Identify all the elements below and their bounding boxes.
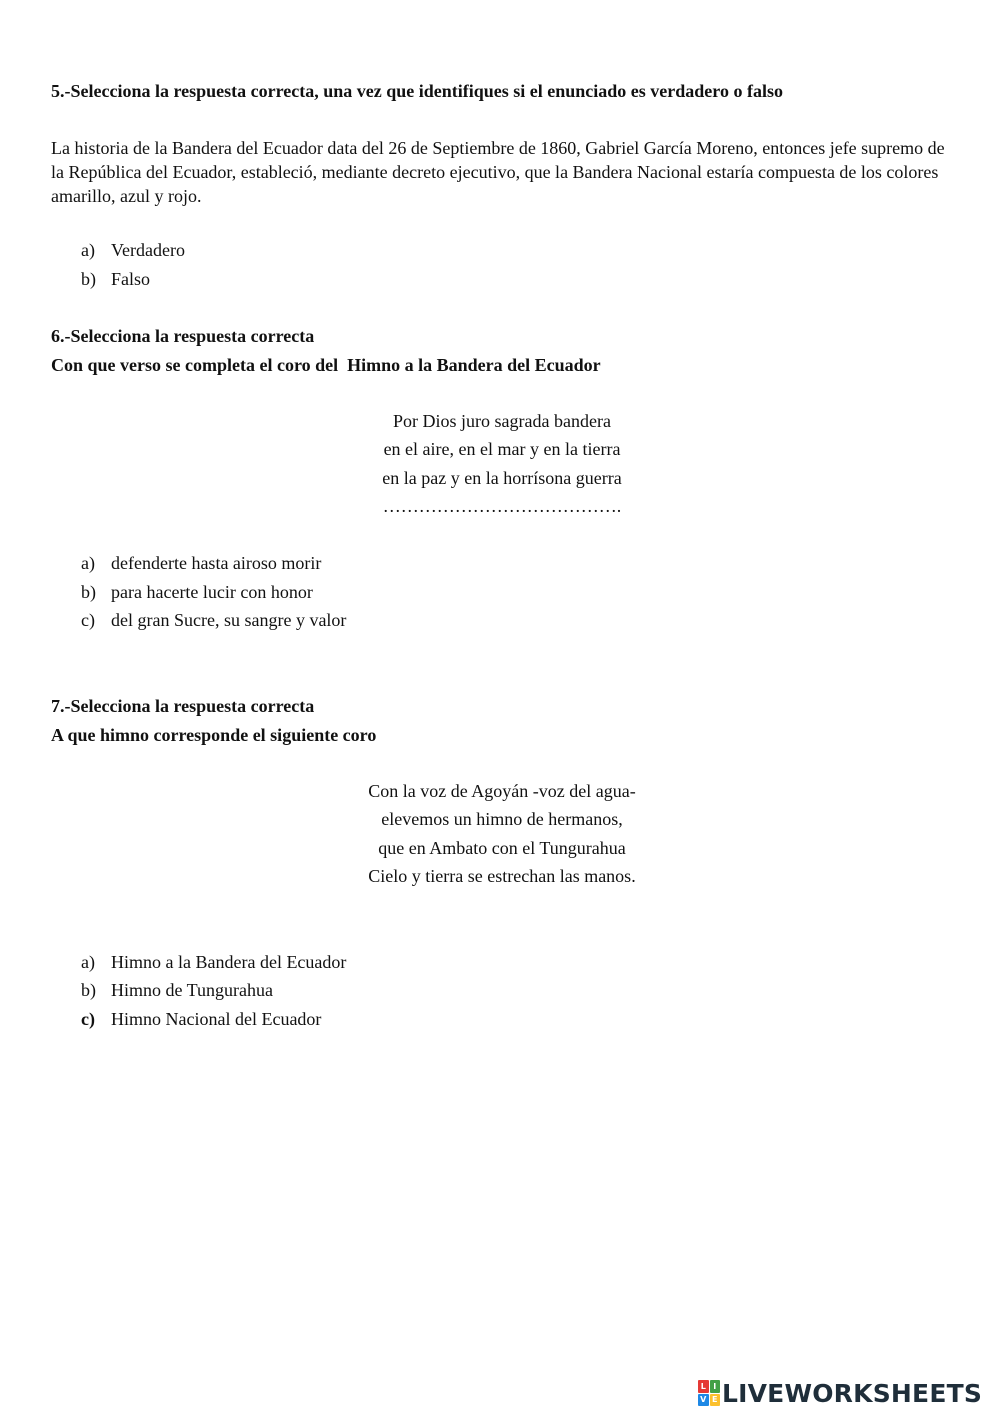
logo-icon-cell: I (710, 1380, 721, 1393)
liveworksheets-brand: LIVEWORKSHEETS (722, 1378, 983, 1408)
option-text: Falso (111, 269, 151, 289)
option-text: del gran Sucre, su sangre y valor (111, 610, 347, 630)
q6-option-a[interactable] (81, 551, 321, 575)
option-letter: a) (81, 240, 95, 260)
logo-icon-cell: L (698, 1380, 709, 1393)
option-text: para hacerte lucir con honor (111, 582, 313, 602)
q7-verse-line: Con la voz de Agoyán -voz del agua- (368, 781, 636, 801)
q5-option-a[interactable] (81, 238, 185, 262)
q7-option-a[interactable] (81, 950, 346, 974)
option-text: Himno a la Bandera del Ecuador (111, 952, 347, 972)
question-6-title: 6.-Selecciona la respuesta correcta (51, 326, 315, 346)
q7-option-b[interactable] (81, 978, 273, 1002)
q6-option-c[interactable] (81, 608, 346, 632)
q6-verse-line: en la paz y en la horrísona guerra (382, 468, 622, 488)
q6-verse-line: Por Dios juro sagrada bandera (393, 411, 611, 431)
liveworksheets-logo (698, 1376, 982, 1410)
option-text: Himno Nacional del Ecuador (111, 1009, 322, 1029)
q6-blank-line: …………………………………. (382, 496, 622, 516)
option-text: Verdadero (111, 240, 185, 260)
option-letter: a) (81, 952, 95, 972)
question-7-subtitle: A que himno corresponde el siguiente coro (51, 725, 377, 745)
option-text: defenderte hasta airoso morir (111, 553, 322, 573)
q6-verse-line: en el aire, en el mar y en la tierra (383, 439, 621, 459)
q7-verse-line: que en Ambato con el Tungurahua (378, 838, 626, 858)
option-letter: b) (81, 269, 96, 289)
logo-icon-cell: V (698, 1394, 709, 1407)
logo-icon-cell: E (710, 1394, 721, 1407)
option-letter: b) (81, 582, 96, 602)
option-text: Himno de Tungurahua (111, 980, 273, 1000)
option-letter: c) (81, 1009, 95, 1029)
question-5-paragraph: La historia de la Bandera del Ecuador data del 26 de Septiembre de 1860, Gabriel García Moreno, entonces jefe supremo de la República del Ecuador, estableció, mediante decreto ejecutivo, que la Bandera Nacional estaría compuesta de los colores amarillo, azul y rojo. (51, 138, 945, 206)
q6-option-b[interactable] (81, 580, 313, 604)
option-letter: a) (81, 553, 95, 573)
option-letter: c) (81, 610, 95, 630)
option-letter: b) (81, 980, 96, 1000)
liveworksheets-logo-icon (698, 1380, 720, 1406)
question-7-title: 7.-Selecciona la respuesta correcta (51, 696, 315, 716)
q7-option-c[interactable] (81, 1007, 321, 1031)
q5-option-b[interactable] (81, 267, 150, 291)
question-5-title: 5.-Selecciona la respuesta correcta, una vez que identifiques si el enunciado es verdadero o falso (51, 81, 783, 101)
question-6-subtitle: Con que verso se completa el coro del Himno a la Bandera del Ecuador (51, 355, 601, 375)
q7-verse-line: Cielo y tierra se estrechan las manos. (368, 866, 636, 886)
q7-verse-line: elevemos un himno de hermanos, (381, 809, 623, 829)
